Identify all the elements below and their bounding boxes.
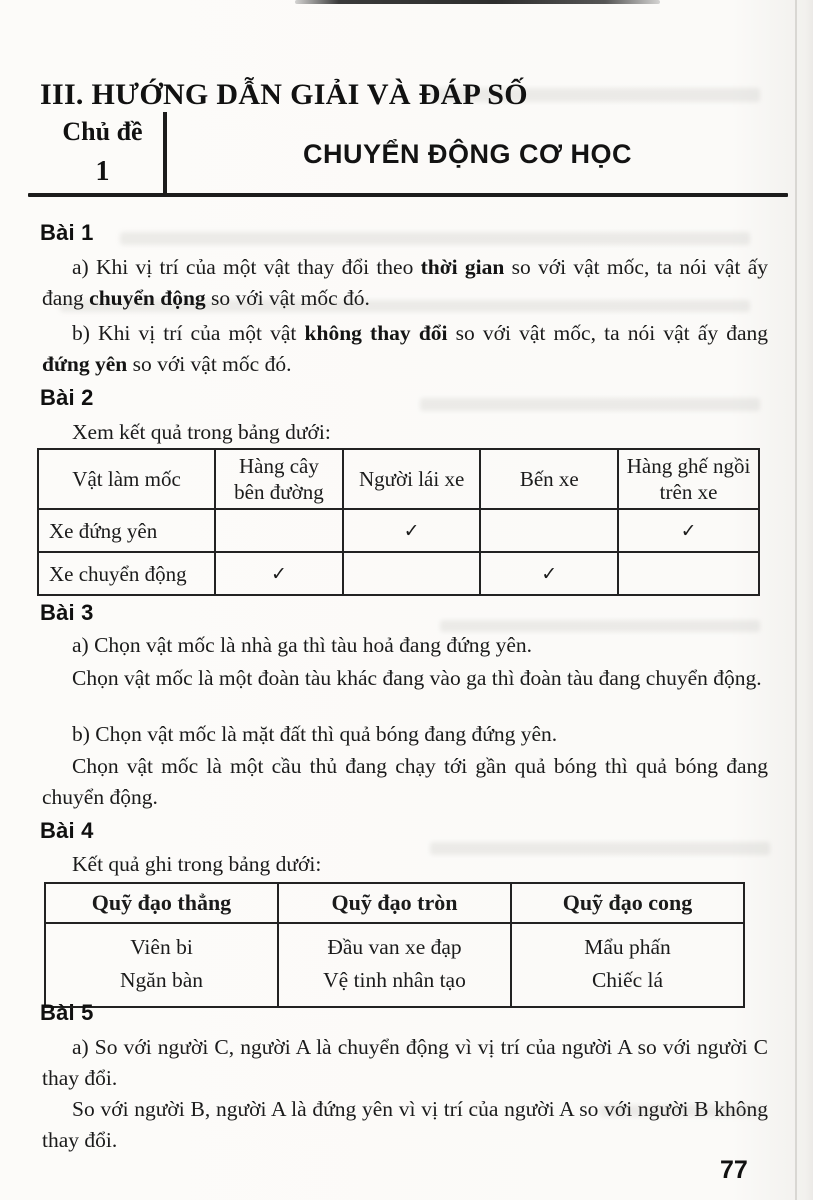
bai4-intro: Kết quả ghi trong bảng dưới:	[72, 852, 322, 876]
bai3-answer-b2: Chọn vật mốc là một cầu thủ đang chạy tới gần quả bóng thì quả bóng đang chuyển động.	[42, 754, 768, 809]
exercise-heading-bai1: Bài 1	[40, 220, 94, 245]
bai3-answer-b1: b) Chọn vật mốc là mặt đất thì quả bóng đang đứng yên.	[72, 722, 558, 746]
check-cell	[215, 509, 343, 552]
table-header-cell: Quỹ đạo tròn	[278, 883, 511, 923]
text-segment: a) Khi vị trí của một vật thay đổi theo	[72, 255, 421, 279]
bleed-through-artifact	[120, 232, 750, 245]
bai4-trajectory-table	[44, 882, 745, 1008]
table-header-cell: Bến xe	[480, 449, 618, 509]
chapter-title: CHUYỂN ĐỘNG CƠ HỌC	[302, 138, 633, 169]
table-header-row	[45, 883, 744, 923]
table-row	[38, 552, 759, 595]
bai5-answer-1: a) So với người C, người A là chuyển động vì vị trí của người A so với người C thay đổi.	[42, 1035, 768, 1090]
check-cell: ✓	[343, 509, 481, 552]
table-row	[45, 964, 744, 1007]
bai5-answer-2: So với người B, người A là đứng yên vì vị trí của người A so với người B không thay đổi.	[42, 1097, 768, 1152]
exercise-heading-bai3: Bài 3	[40, 600, 94, 625]
table-cell: Vệ tinh nhân tạo	[278, 964, 511, 1007]
row-label-cell: Xe đứng yên	[38, 509, 215, 552]
exercise-heading-bai2: Bài 2	[40, 385, 94, 410]
page-number: 77	[720, 1156, 748, 1184]
exercise-heading-bai4: Bài 4	[40, 818, 94, 843]
table-cell: Chiếc lá	[511, 964, 744, 1007]
bai1-answer-b	[42, 318, 768, 380]
section-title: III. HƯỚNG DẪN GIẢI VÀ ĐÁP SỐ	[40, 78, 528, 112]
check-cell	[343, 552, 481, 595]
text-segment: so với vật mốc đó.	[205, 286, 370, 310]
scan-artifact-top-line	[295, 0, 660, 4]
text-segment: b) Khi vị trí của một vật	[72, 321, 305, 345]
table-header-row	[38, 449, 759, 509]
table-cell: Viên bi	[45, 923, 278, 964]
exercise-heading-bai5: Bài 5	[40, 1000, 94, 1025]
topic-label: Chủ đề	[62, 117, 143, 146]
table-cell: Mẩu phấn	[511, 923, 744, 964]
table-header-cell: Hàng ghế ngồi trên xe	[618, 449, 759, 509]
bai3-answer-a1: a) Chọn vật mốc là nhà ga thì tàu hoả đang đứng yên.	[72, 633, 533, 657]
scan-edge-line	[795, 0, 797, 1200]
table-header-cell: Quỹ đạo cong	[511, 883, 744, 923]
bai3-answer-a2: Chọn vật mốc là một đoàn tàu khác đang vào ga thì đoàn tàu đang chuyển động.	[72, 666, 762, 690]
text-segment-bold: chuyển động	[89, 286, 206, 310]
table-row	[38, 509, 759, 552]
table-header-cell: Vật làm mốc	[38, 449, 215, 509]
table-header-cell: Hàng cây bên đường	[215, 449, 343, 509]
text-segment: so với vật mốc đó.	[127, 352, 292, 376]
bai2-results-table	[37, 448, 760, 596]
text-segment: so với vật mốc, ta nói vật ấy đang	[447, 321, 769, 345]
table-row	[45, 923, 744, 964]
check-cell: ✓	[480, 552, 618, 595]
check-cell	[618, 552, 759, 595]
check-cell: ✓	[215, 552, 343, 595]
topic-number: 1	[95, 156, 110, 187]
table-header-cell: Quỹ đạo thẳng	[45, 883, 278, 923]
bai1-answer-a	[42, 252, 768, 314]
header-rule-line	[28, 193, 788, 197]
text-segment-bold: thời gian	[420, 255, 505, 279]
check-cell: ✓	[618, 509, 759, 552]
table-header-cell: Người lái xe	[343, 449, 481, 509]
text-segment: so với vật mốc, ta nói vật ấy đang	[42, 255, 768, 310]
text-segment-bold: đứng yên	[42, 352, 128, 376]
table-cell: Đầu van xe đạp	[278, 923, 511, 964]
bleed-through-artifact	[420, 398, 760, 411]
text-segment-bold: không thay đổi	[304, 321, 448, 345]
row-label-cell: Xe chuyển động	[38, 552, 215, 595]
bai2-intro: Xem kết quả trong bảng dưới:	[72, 420, 331, 444]
check-cell	[480, 509, 618, 552]
table-cell: Ngăn bàn	[45, 964, 278, 1007]
